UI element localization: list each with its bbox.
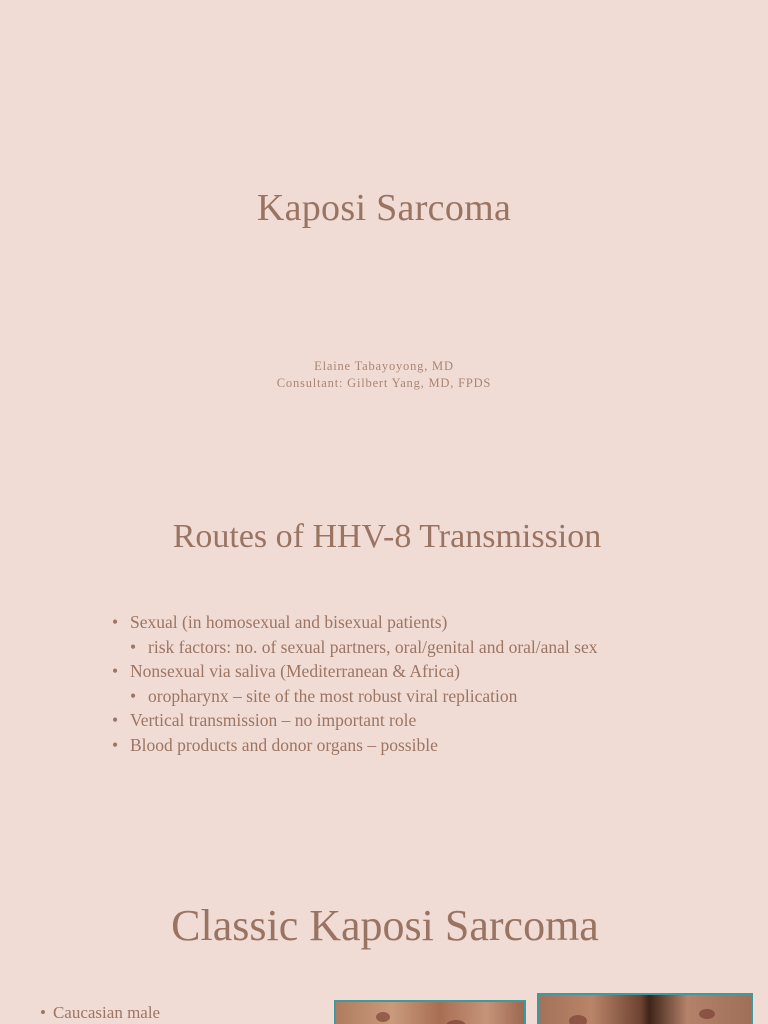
slide-title-classic-ks: Classic Kaposi Sarcoma: [171, 901, 599, 950]
bullet-text: Caucasian male: [52, 1003, 161, 1022]
author-name: Elaine Tabayoyong, MD: [314, 359, 454, 373]
sub-bullet-item: • oropharynx – site of the most robust viral replication: [130, 684, 742, 709]
consultant-name: Consultant: Gilbert Yang, MD, FPDS: [276, 376, 492, 390]
slide-title-kaposi-sarcoma: Kaposi Sarcoma: [256, 187, 512, 229]
lesion-spot: [699, 1009, 715, 1019]
bullet-item: • Vertical transmission – no important role: [112, 708, 742, 733]
bullet-dot: •: [40, 1003, 46, 1022]
lesion-spot: [569, 1015, 587, 1024]
author-block: [0, 358, 768, 392]
lesion-spot: [376, 1012, 390, 1022]
clinical-photo-lesion: [334, 1000, 526, 1024]
slide-title-routes: Routes of HHV-8 Transmission: [172, 518, 602, 555]
clinical-photo-lesion: [537, 993, 753, 1024]
bullet-item: • Nonsexual via saliva (Mediterranean & Africa): [112, 659, 742, 684]
lesion-spot: [446, 1020, 466, 1024]
bullet-item: • Sexual (in homosexual and bisexual patients): [112, 610, 742, 635]
sub-bullet-item: • risk factors: no. of sexual partners, oral/genital and oral/anal sex: [130, 635, 742, 660]
bullet-item: [40, 1003, 160, 1023]
bullet-item: • Blood products and donor organs – possible: [112, 733, 742, 758]
routes-bullet-list: [112, 610, 742, 757]
